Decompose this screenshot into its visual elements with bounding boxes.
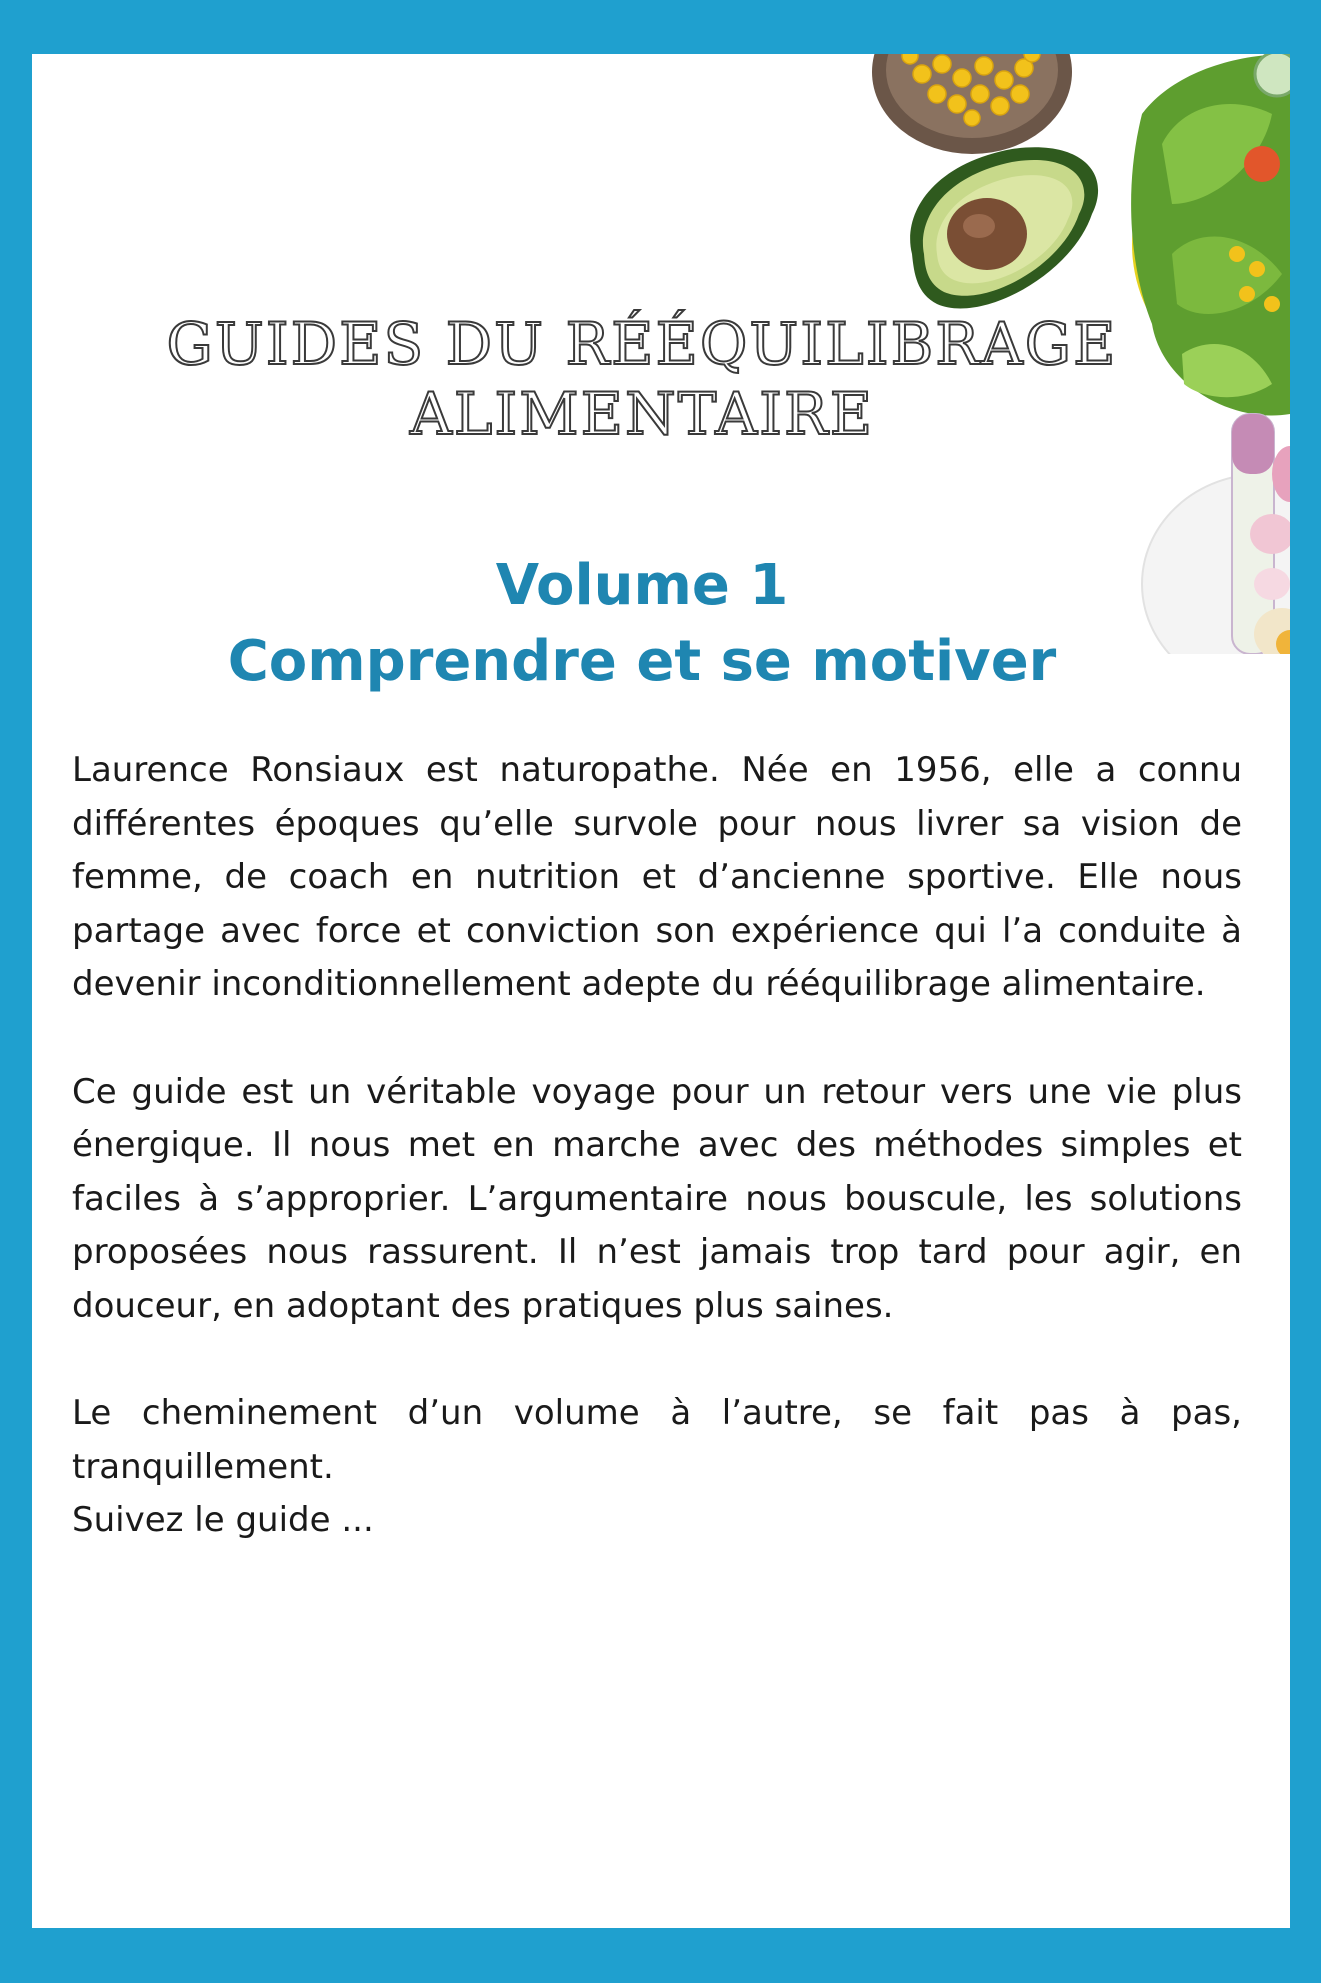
closing-line: Suivez le guide ...	[72, 1500, 374, 1541]
volume-heading	[32, 548, 1252, 700]
series-title-line2: ALIMENTAIRE	[409, 380, 875, 448]
volume-subtitle: Comprendre et se motiver	[227, 629, 1057, 694]
volume-number: Volume 1	[495, 553, 789, 618]
paragraph-journey: Le cheminement d’un volume à l’autre, se fait pas à pas, tranquillement.	[72, 1393, 1242, 1487]
corn-bowl-image	[872, 54, 1072, 154]
cover-page	[32, 54, 1290, 1928]
paragraph-guide: Ce guide est un véritable voyage pour un retour vers une vie plus énergique. Il nous met en marche avec des méthodes simples et faciles à s’approprier. L’argumentaire nous bouscule, les solutions proposées nous rassurent. Il n’est jamais trop tard pour agir, en douceur, en adoptant des pratiques plus saines.	[72, 1071, 1242, 1326]
description-text	[72, 744, 1242, 1548]
avocado-image	[910, 147, 1098, 308]
paragraph-author: Laurence Ronsiaux est naturopathe. Née en 1956, elle a connu différentes époques qu’elle survole pour nous livrer sa vision de femme, de coach en nutrition et d’ancienne sportive. Elle nous partage avec force et conviction son expérience qui l’a conduite à devenir inconditionnellement adepte du rééquilibrage alimentaire.	[72, 750, 1242, 1005]
series-title-line1: GUIDES DU RÉÉQUILIBRAGE	[166, 310, 1118, 378]
series-title	[32, 309, 1252, 449]
